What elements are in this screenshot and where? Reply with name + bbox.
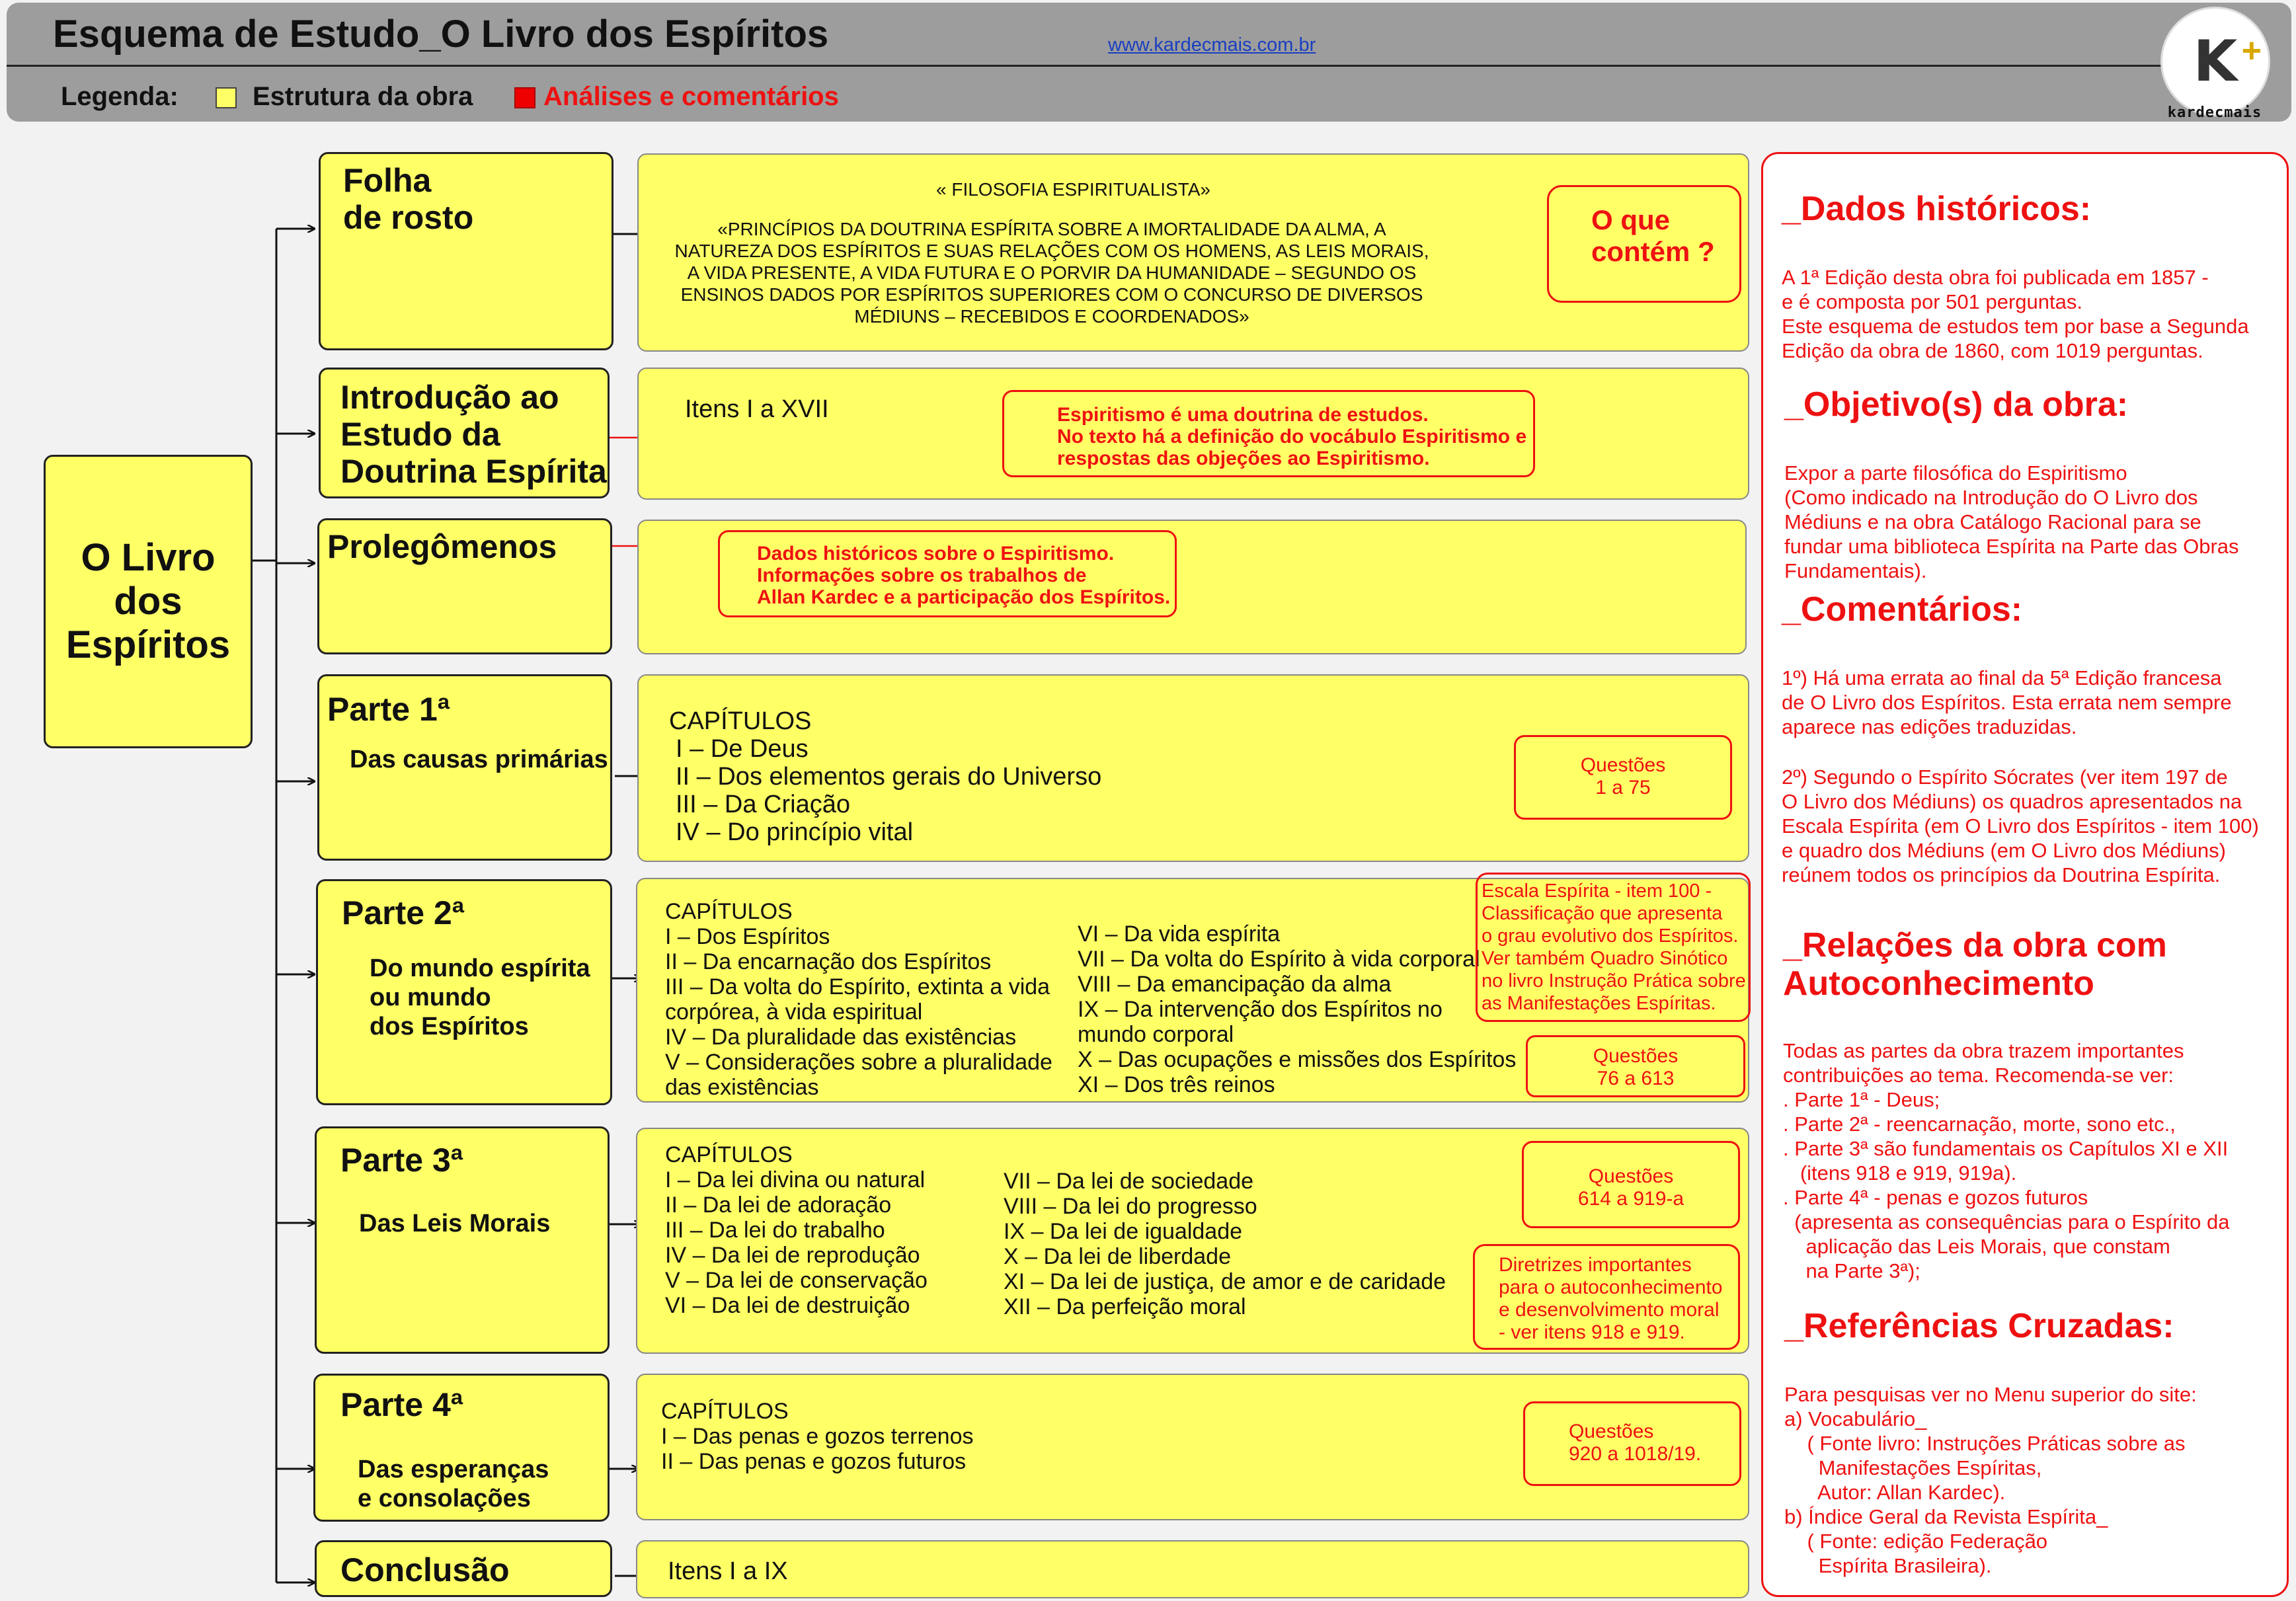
panel-text-line: a) Vocabulário_ — [1784, 1407, 1927, 1430]
section-parte-2 — [316, 879, 612, 1105]
questions-label: Questões — [1580, 754, 1666, 776]
chapter-item: VI – Da vida espírita — [1078, 921, 1281, 947]
chapters-label: CAPÍTULOS — [661, 1399, 789, 1424]
note-line: Dados históricos sobre o Espiritismo. — [757, 543, 1115, 565]
content-conclusao — [636, 1540, 1749, 1598]
panel-text-line: Edição da obra de 1860, com 1019 perguntas. — [1782, 339, 2203, 362]
content-line: MÉDIUNS – RECEBIDOS E COORDENADOS» — [854, 306, 1249, 327]
note-line: Diretrizes importantes — [1499, 1254, 1692, 1276]
panel-text-line: Fundamentais). — [1784, 559, 1927, 582]
section-title: Parte 1ª — [327, 691, 450, 728]
panel-text-line: aparece nas edições traduzidas. — [1782, 715, 2077, 738]
panel-text-line: Para pesquisas ver no Menu superior do site: — [1784, 1383, 2197, 1406]
note-line: Escala Espírita - item 100 - — [1482, 880, 1712, 902]
chapter-item: XI – Dos três reinos — [1078, 1072, 1275, 1097]
panel-text-line: Espírita Brasileira). — [1784, 1554, 1992, 1577]
chapter-item: VII – Da lei de sociedade — [1004, 1169, 1254, 1194]
section-title: Parte 3ª — [340, 1142, 463, 1179]
panel-text-line: aplicação das Leis Morais, que constam — [1783, 1235, 2170, 1258]
section-title: Parte 2ª — [342, 894, 465, 931]
panel-text-line: b) Índice Geral da Revista Espírita_ — [1784, 1505, 2108, 1528]
section-subtitle: Das esperanças — [358, 1456, 549, 1483]
chapter-item: corpórea, à vida espiritual — [665, 999, 923, 1025]
chapter-item: II – Da lei de adoração — [665, 1192, 892, 1218]
panel-text-line: Este esquema de estudos tem por base a Segunda — [1782, 315, 2249, 338]
section-title: Prolegômenos — [327, 528, 557, 565]
section-parte-1 — [317, 674, 612, 861]
section-folha-de-rosto — [319, 152, 614, 350]
page-title: Esquema de Estudo_O Livro dos Espíritos — [53, 13, 829, 56]
chapter-item: I – Da lei divina ou natural — [665, 1167, 926, 1192]
panel-text-line: (apresenta as consequências para o Espírito da — [1783, 1210, 2230, 1233]
panel-text-line: . Parte 4ª - penas e gozos futuros — [1783, 1186, 2088, 1209]
panel-text-line: 1º) Há uma errata ao final da 5ª Edição francesa — [1782, 666, 2222, 689]
chapter-item: IX – Da lei de igualdade — [1004, 1219, 1243, 1244]
panel-text-line: Médiuns e na obra Catálogo Racional para se — [1784, 510, 2201, 533]
questions-range: 614 a 919-a — [1577, 1188, 1684, 1210]
questions-range: 76 a 613 — [1597, 1068, 1675, 1089]
section-title-line: Doutrina Espírita — [340, 453, 607, 490]
note-introducao — [1002, 390, 1535, 477]
chapter-item: XII – Da perfeição moral — [1004, 1294, 1246, 1319]
questions-parte-1 — [1514, 735, 1732, 820]
section-subtitle: Do mundo espírita — [370, 955, 590, 982]
section-subtitle: Das Leis Morais — [359, 1210, 551, 1237]
panel-text-line: . Parte 2ª - reencarnação, morte, sono etc., — [1783, 1113, 2176, 1136]
note-line: No texto há a definição do vocábulo Espiritismo e — [1057, 426, 1527, 448]
chapter-item: III – Da Criação — [676, 791, 850, 818]
questions-label: Questões — [1588, 1165, 1674, 1187]
section-subtitle: e consolações — [358, 1485, 531, 1512]
note-line: o grau evolutivo dos Espíritos. — [1482, 925, 1739, 947]
panel-text-line: fundar uma biblioteca Espírita na Parte das Obras — [1784, 535, 2239, 558]
panel-text-line: (itens 918 e 919, 919a). — [1783, 1161, 2017, 1185]
chapter-item: X – Da lei de liberdade — [1004, 1244, 1232, 1269]
section-parte-4 — [313, 1374, 610, 1522]
chapters-label: CAPÍTULOS — [665, 1142, 793, 1167]
panel-text-line: e quadro dos Médiuns (em O Livro dos Médiuns) — [1782, 839, 2226, 862]
chapter-item: VII – Da volta do Espírito à vida corporal — [1078, 947, 1480, 972]
content-line: Itens I a IX — [668, 1557, 788, 1585]
panel-heading-relacoes: _Relações da obra com — [1783, 926, 2167, 964]
chapters-label: CAPÍTULOS — [665, 899, 793, 924]
chapter-item: II – Das penas e gozos futuros — [661, 1449, 967, 1474]
questions-parte-4 — [1523, 1401, 1741, 1486]
content-line: A VIDA PRESENTE, A VIDA FUTURA E O PORVIR DA HUMANIDADE – SEGUNDO OS — [687, 262, 1417, 283]
panel-text-line: . Parte 1ª - Deus; — [1783, 1088, 1940, 1111]
section-title-line: de rosto — [343, 199, 474, 236]
note-line: Espiritismo é uma doutrina de estudos. — [1057, 404, 1429, 426]
content-line: NATUREZA DOS ESPÍRITOS E SUAS RELAÇÕES COM OS HOMENS, AS LEIS MORAIS, — [674, 241, 1429, 261]
legend-item-analysis: Análises e comentários — [543, 82, 839, 111]
chapter-item: II – Da encarnação dos Espíritos — [665, 949, 992, 974]
note-folha-de-rosto — [1547, 185, 1741, 303]
chapter-item: VI – Da lei de destruição — [665, 1293, 910, 1318]
content-line: «PRINCÍPIOS DA DOUTRINA ESPÍRITA SOBRE A IMORTALIDADE DA ALMA, A — [717, 219, 1386, 239]
note-prolegomenos — [718, 530, 1177, 617]
chapter-item: X – Das ocupações e missões dos Espíritos — [1078, 1047, 1517, 1072]
note-line: Allan Kardec e a participação dos Espíritos. — [757, 586, 1171, 608]
note-line: O que — [1591, 204, 1671, 235]
panel-text-line: Todas as partes da obra trazem importantes — [1783, 1039, 2184, 1062]
section-subtitle: Das causas primárias — [350, 746, 608, 773]
section-title: Parte 4ª — [340, 1386, 463, 1423]
chapter-item: VIII – Da lei do progresso — [1004, 1194, 1257, 1219]
questions-range: 1 a 75 — [1595, 777, 1651, 799]
panel-text-line: O Livro dos Médiuns) os quadros apresentados na — [1782, 790, 2242, 813]
note-parte-3 — [1473, 1244, 1740, 1350]
section-conclusao — [315, 1540, 612, 1597]
questions-label: Questões — [1569, 1421, 1654, 1442]
panel-heading-relacoes: Autoconhecimento — [1783, 964, 2094, 1003]
panel-text-line: 2º) Segundo o Espírito Sócrates (ver item 197 de — [1782, 765, 2228, 789]
panel-text-line: Escala Espírita (em O Livro dos Espíritos - item 100) — [1782, 814, 2259, 838]
content-line: ENSINOS DADOS POR ESPÍRITOS SUPERIORES COM O CONCURSO DE DIVERSOS — [680, 284, 1423, 305]
section-parte-3 — [315, 1126, 610, 1354]
chapter-item: mundo corporal — [1078, 1022, 1234, 1047]
root-node — [44, 455, 253, 748]
panel-text-line: Expor a parte filosófica do Espiritismo — [1784, 461, 2127, 485]
chapter-item: I – De Deus — [676, 735, 809, 763]
section-prolegomenos — [317, 518, 612, 654]
chapter-item: III – Da volta do Espírito, extinta a vida — [665, 974, 1050, 999]
section-subtitle: dos Espíritos — [370, 1013, 529, 1040]
chapter-item: V – Considerações sobre a pluralidade — [665, 1050, 1052, 1075]
section-title-line: Folha — [343, 162, 432, 199]
section-title-line: Estudo da — [340, 416, 500, 453]
chapter-item: III – Da lei do trabalho — [665, 1218, 885, 1243]
note-line: Ver também Quadro Sinótico — [1482, 948, 1728, 969]
logo-plus-icon: + — [2241, 32, 2262, 70]
note-line: as Manifestações Espíritas. — [1482, 993, 1716, 1014]
panel-text-line: ( Fonte livro: Instruções Práticas sobre as — [1784, 1432, 2186, 1455]
chapter-item: IV – Da pluralidade das existências — [665, 1025, 1017, 1050]
content-line: « FILOSOFIA ESPIRITUALISTA» — [936, 179, 1210, 200]
content-line: Itens I a XVII — [685, 395, 829, 423]
note-parte-2 — [1476, 873, 1751, 1022]
legend-item-structure: Estrutura da obra — [253, 82, 473, 111]
questions-parte-2 — [1526, 1035, 1745, 1097]
note-line: no livro Instrução Prática sobre — [1482, 970, 1746, 992]
panel-text-line: (Como indicado na Introdução do O Livro dos — [1784, 486, 2198, 509]
note-line: e desenvolvimento moral — [1499, 1299, 1720, 1321]
panel-heading-objetivo: _Objetivo(s) da obra: — [1784, 385, 2129, 424]
note-line: contém ? — [1591, 236, 1715, 267]
chapter-item: XI – Da lei de justiça, de amor e de caridade — [1004, 1269, 1446, 1294]
chapter-item: IV – Do princípio vital — [676, 818, 914, 846]
panel-text-line: reúnem todos os princípios da Doutrina Espírita. — [1782, 863, 2221, 886]
panel-heading-comentarios: _Comentários: — [1782, 590, 2023, 629]
chapters-label: CAPÍTULOS — [669, 707, 812, 735]
logo-letter: K — [2193, 28, 2238, 95]
side-panel — [1761, 152, 2289, 1597]
chapter-item: VIII – Da emancipação da alma — [1078, 972, 1392, 997]
questions-range: 920 a 1018/19. — [1569, 1443, 1702, 1465]
panel-text-line: na Parte 3ª); — [1783, 1259, 1920, 1282]
note-line: respostas das objeções ao Espiritismo. — [1057, 448, 1430, 469]
chapter-item: IX – Da intervenção dos Espíritos no — [1078, 997, 1443, 1022]
chapter-item: V – Da lei de conservação — [665, 1268, 928, 1293]
panel-text-line: de O Livro dos Espíritos. Esta errata nem sempre — [1782, 691, 2232, 714]
section-title: Conclusão — [340, 1551, 510, 1588]
panel-text-line: A 1ª Edição desta obra foi publicada em 1857 - — [1782, 266, 2209, 289]
chapter-item: I – Das penas e gozos terrenos — [661, 1424, 974, 1449]
questions-label: Questões — [1593, 1045, 1679, 1067]
note-line: - ver itens 918 e 919. — [1499, 1321, 1685, 1343]
logo-text: kardecmais — [2167, 104, 2262, 121]
panel-heading-historicos: _Dados históricos: — [1782, 190, 2092, 228]
root-title: O Livro dos Espíritos — [65, 536, 231, 666]
panel-text-line: . Parte 3ª são fundamentais os Capítulos XI e XII — [1783, 1137, 2229, 1160]
note-line: Informações sobre os trabalhos de — [757, 565, 1087, 586]
questions-parte-3 — [1522, 1141, 1740, 1228]
panel-text-line: e é composta por 501 perguntas. — [1782, 290, 2082, 313]
section-introducao — [319, 368, 610, 498]
panel-text-line: ( Fonte: edição Federação — [1784, 1530, 2048, 1553]
chapter-item: II – Dos elementos gerais do Universo — [676, 763, 1102, 791]
chapter-item: das existências — [665, 1075, 819, 1100]
note-line: para o autoconhecimento — [1499, 1276, 1723, 1298]
site-link[interactable]: www.kardecmais.com.br — [1108, 34, 1316, 56]
panel-heading-referencias: _Referências Cruzadas: — [1784, 1307, 2174, 1345]
chapter-item: IV – Da lei de reprodução — [665, 1243, 920, 1268]
note-line: Classificação que apresenta — [1482, 903, 1723, 924]
panel-text-line: Manifestações Espíritas, — [1784, 1456, 2042, 1479]
section-subtitle: ou mundo — [370, 984, 491, 1011]
section-title-line: Introdução ao — [340, 379, 559, 416]
panel-text-line: Autor: Allan Kardec). — [1784, 1481, 2006, 1504]
legend-label: Legenda: — [61, 82, 178, 111]
chapter-item: I – Dos Espíritos — [665, 924, 830, 949]
panel-text-line: contribuições ao tema. Recomenda-se ver: — [1783, 1064, 2174, 1087]
